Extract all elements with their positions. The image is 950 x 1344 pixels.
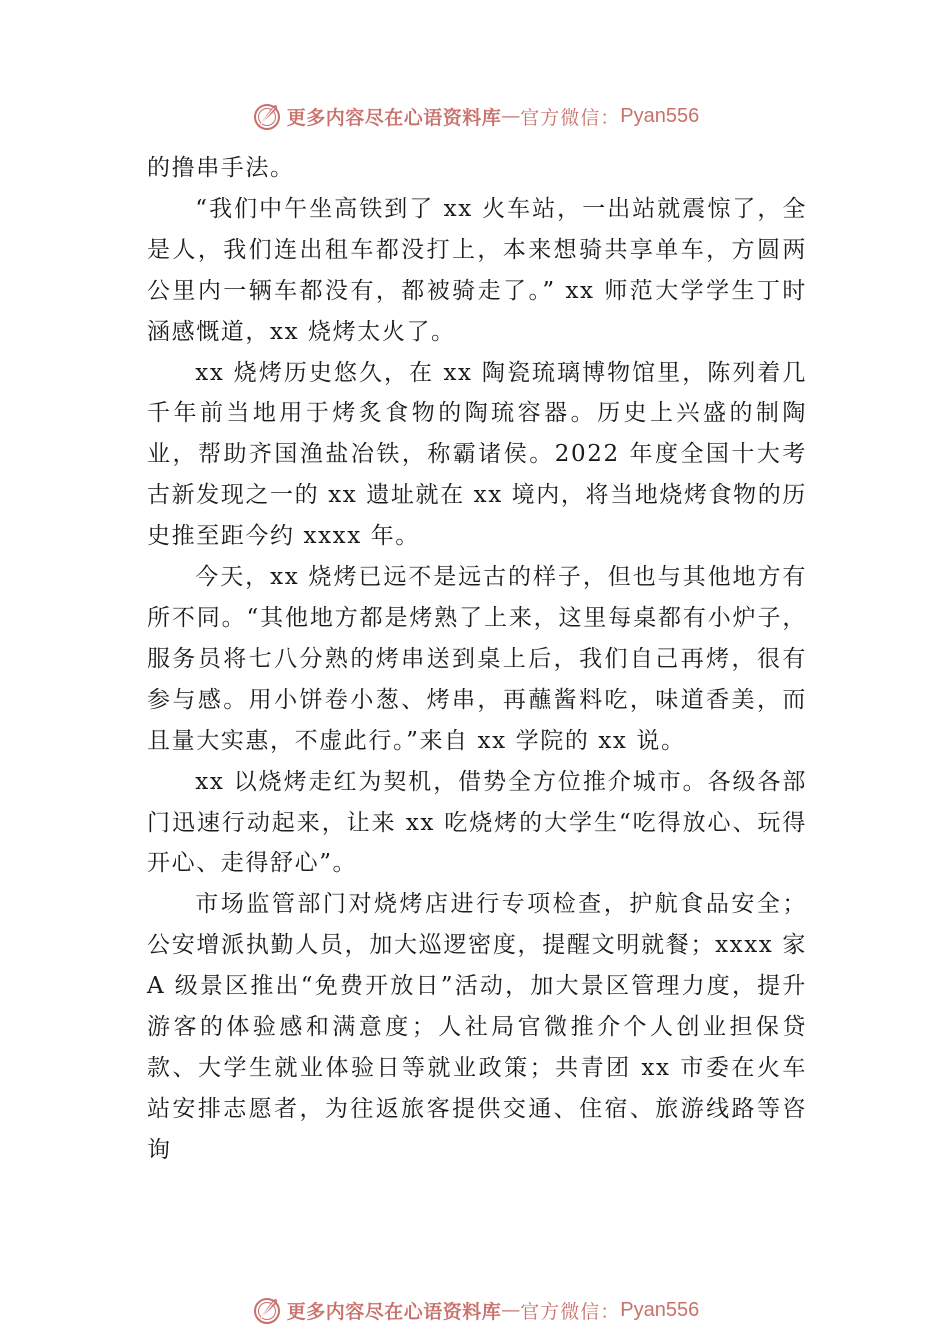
paragraph: xx 烧烤历史悠久，在 xx 陶瓷琉璃博物馆里，陈列着几千年前当地用于烤炙食物的陶琉容器。历史上兴盛的制陶业，帮助齐国渔盐冶铁，称霸诸侯。2022 年度全国十大考古新发现之一的 xx 遗址就在 xx 境内，将当地烧烤食物的历史推至距今约 xxxx 年。 xyxy=(147,359,807,550)
paragraph: 今天，xx 烧烤已远不是远古的样子，但也与其他地方有所不同。“其他地方都是烤熟了上来，这里每桌都有小炉子，服务员将七八分熟的烤串送到桌上后，我们自己再烤，很有参与感。用小饼卷小葱、烤串，再蘸酱料吃，味道香美，而且量大实惠，不虚此行。”来自 xx 学院的 xx 说。 xyxy=(147,564,807,754)
watermark-wechat-id: Pyan556 xyxy=(620,1298,700,1321)
watermark-wechat-label: 官方微信： xyxy=(520,106,621,129)
watermark-wechat-label: 官方微信： xyxy=(520,1300,621,1323)
watermark-text: 更多内容尽在心语资料库 xyxy=(286,1300,502,1323)
document-body xyxy=(147,148,816,1171)
paragraph: “我们中午坐高铁到了 xx 火车站，一出站就震惊了，全是人，我们连出租车都没打上，本来想骑共享单车，方圆两公里内一辆车都没有，都被骑走了。” xx 师范大学学生丁时涵感慨道，xx 烧烤太火了。 xyxy=(147,195,807,345)
paragraph: xx 以烧烤走红为契机，借势全方位推介城市。各级各部门迅速行动起来，让来 xx 吃烧烤的大学生“吃得放心、玩得开心、走得舒心”。 xyxy=(147,768,807,877)
paragraph: 市场监管部门对烧烤店进行专项检查，护航食品安全；公安增派执勤人员，加大巡逻密度，提醒文明就餐；xxxx 家 A 级景区推出“免费开放日”活动，加大景区管理力度，提升游客的体验感和满意度；人社局官微推介个人创业担保贷款、大学生就业体验日等就业政策；共青团 xx 市委在火车站安排志愿者，为往返旅客提供交通、住宿、旅游线路等咨询 xyxy=(147,891,816,1163)
watermark-wechat-id: Pyan556 xyxy=(620,104,700,127)
feather-pen-seal-icon xyxy=(251,1294,283,1326)
footer-watermark xyxy=(0,1290,950,1330)
watermark-separator: — xyxy=(501,105,521,127)
paragraph: 的撸串手法。 xyxy=(147,155,295,181)
header-watermark xyxy=(0,96,950,136)
watermark-text: 更多内容尽在心语资料库 xyxy=(286,106,502,129)
watermark-separator: — xyxy=(501,1299,521,1321)
feather-pen-seal-icon xyxy=(251,100,283,132)
